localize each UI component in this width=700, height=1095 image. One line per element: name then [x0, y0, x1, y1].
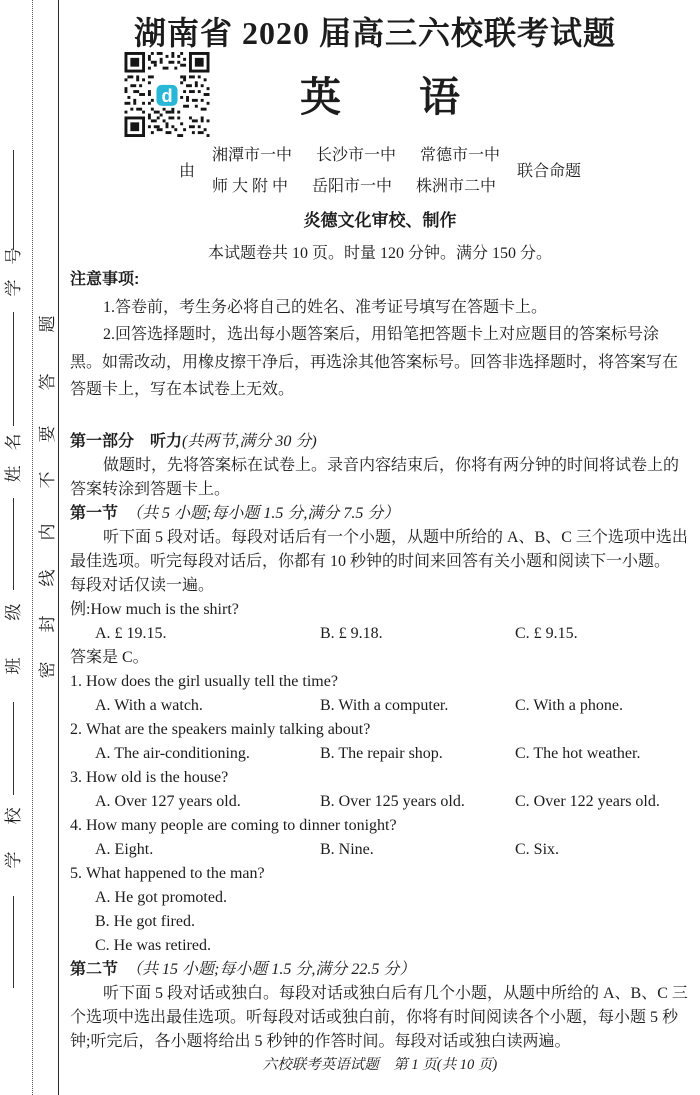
school-name: 师 大 附 中 [211, 178, 288, 195]
subject-char: 英 [300, 74, 341, 120]
section2-intro-line: 听下面 5 段对话或独白。每段对话或独白后有几个小题，从题中所给的 A、B、C 三 [103, 984, 688, 1002]
producer-line: 炎德文化审校、制作 [303, 211, 457, 230]
subject-title [70, 64, 690, 123]
school-name: 长沙市一中 [315, 147, 396, 164]
school-name: 岳阳市一中 [311, 178, 392, 195]
option-c: C. With a phone. [515, 696, 623, 714]
student-id-blank-line [13, 150, 14, 250]
option-c: C. The hot weather. [515, 744, 641, 762]
question-text [70, 670, 692, 694]
class-field-char: 级 [4, 603, 23, 621]
option-a: A. Eight. [95, 840, 154, 858]
part1-intro-line: 做题时，先将答案标在试卷上。录音内容结束后，你将有两分钟的时间将试卷上的 [103, 456, 680, 474]
seal-notice-char: 线 [38, 569, 57, 587]
question-text [70, 718, 692, 742]
option-c: C. £ 9.15. [515, 624, 578, 642]
section1-heading-score: （共 5 小题;每小题 1.5 分,满分 7.5 分） [134, 504, 400, 522]
question-text [70, 862, 692, 886]
option-c: C. Six. [515, 840, 560, 858]
student-id-field-char: 学 [4, 279, 23, 297]
question-text [70, 814, 692, 838]
jointly-suffix: 联合命题 [517, 162, 582, 180]
question-number: 1. [70, 672, 82, 690]
school-blank-line [13, 702, 14, 795]
schools-row-2 [212, 173, 500, 196]
example-question [70, 598, 692, 622]
notice-line: 黑。如需改动，用橡皮擦干净后，再选涂其他答案标号。回答非选择题时，将答案写在 [70, 353, 679, 371]
trailing-blank-line [13, 896, 14, 988]
section2-heading-title: 第二节 [70, 960, 119, 978]
paper-body [70, 266, 692, 1054]
question-number: 5. [70, 864, 82, 882]
question-body: How many people are coming to dinner tonight? [86, 816, 397, 834]
seal-notice-char: 答 [38, 373, 57, 391]
question-number: 4. [70, 816, 82, 834]
option-b: B. Over 125 years old. [320, 792, 465, 810]
question-options [70, 838, 692, 862]
section1-heading [70, 502, 692, 526]
seal-notice-char: 封 [38, 615, 57, 633]
option-c: C. Over 122 years old. [515, 792, 660, 810]
part1-heading-title: 第一部分 听力 [70, 432, 183, 450]
notice-line: 2.回答选择题时，选出每小题答案后，用铅笔把答题卡上对应题目的答案标号涂 [103, 326, 660, 343]
name-field-char: 姓 [4, 465, 23, 483]
option-b: B. Nine. [320, 840, 374, 858]
seal-notice-char: 密 [38, 661, 57, 679]
school-field-char: 学 [4, 851, 23, 869]
class-blank-line [13, 498, 14, 590]
name-field-char: 名 [4, 433, 23, 451]
paper-info-line: 本试题卷共 10 页。时量 120 分钟。满分 150 分。 [207, 245, 552, 262]
seal-notice-char: 题 [38, 315, 57, 333]
example-answer-note: 答案是 C。 [70, 648, 149, 666]
question-text [70, 766, 692, 790]
seal-solid-border [58, 0, 59, 1095]
part1-heading [70, 430, 692, 454]
section2-heading [70, 958, 692, 982]
section1-intro-line: 听下面 5 段对话。每段对话后有一个小题，从题中所给的 A、B、C 三个选项中选出 [103, 528, 688, 546]
section2-heading-score: （共 15 小题;每小题 1.5 分,满分 22.5 分） [134, 960, 416, 978]
schools-block [70, 142, 690, 196]
class-field-char: 班 [4, 657, 23, 675]
option-a: A. Over 127 years old. [95, 792, 241, 810]
option-b: B. He got fired. [95, 912, 195, 930]
question-number: 3. [70, 768, 82, 786]
student-id-field-char: 号 [4, 247, 23, 265]
question-options [70, 790, 692, 814]
subject-char: 语 [419, 74, 460, 120]
school-field-char: 校 [4, 807, 23, 825]
jointly-prefix: 由 [178, 162, 195, 180]
section1-intro-line: 每段对话仅读一遍。 [70, 576, 215, 594]
page-title: 湖南省 2020 届高三六校联考试题 [133, 15, 616, 51]
example-prefix: 例: [70, 600, 91, 618]
seal-notice-char: 要 [38, 425, 57, 443]
option-b: B. With a computer. [320, 696, 449, 714]
part1-intro-line: 答案转涂到答题卡上。 [70, 480, 231, 498]
footer-page-info: 六校联考英语试题 第 1 页(共 10 页) [262, 1057, 498, 1073]
question-body: What happened to the man? [86, 864, 265, 882]
example-question-text: How much is the shirt? [90, 600, 239, 618]
section1-heading-title: 第一节 [70, 504, 119, 522]
example-options [70, 622, 692, 646]
notice-line: 答题卡上，写在本试卷上无效。 [70, 381, 295, 398]
section2-intro-line: 钟;听完后，各小题将给出 5 秒钟的作答时间。每段对话或独白读两遍。 [70, 1032, 571, 1050]
part1-heading-score: (共两节,满分 30 分) [182, 432, 317, 450]
question-body: How old is the house? [86, 768, 229, 786]
option-b: B. £ 9.18. [320, 624, 383, 642]
seal-dotted-line [32, 0, 33, 1095]
notice-heading: 注意事项: [70, 271, 140, 288]
question-body: How does the girl usually tell the time? [86, 672, 338, 690]
seal-notice-char: 内 [38, 523, 57, 541]
option-a: A. The air-conditioning. [95, 744, 250, 762]
notice-line: 1.答卷前，考生务必将自己的姓名、准考证号填写在答题卡上。 [103, 298, 548, 316]
option-a: A. He got promoted. [95, 888, 227, 906]
section2-intro-line: 个选项中选出最佳选项。听每段对话或独白前，你将有时间阅读各个小题，每小题 5 秒 [70, 1008, 679, 1026]
svg-text:d: d [161, 86, 173, 107]
option-a: A. £ 19.15. [95, 624, 167, 642]
name-blank-line [13, 312, 14, 426]
option-a: A. With a watch. [95, 696, 203, 714]
question-body: What are the speakers mainly talking about? [86, 720, 371, 738]
option-c: C. He was retired. [95, 936, 211, 954]
question-number: 2. [70, 720, 82, 738]
section1-intro-line: 最佳选项。听完每段对话后，你都有 10 秒钟的时间来回答有关小题和阅读下一小题。 [70, 552, 671, 570]
option-b: B. The repair shop. [320, 744, 443, 762]
question-options [70, 742, 692, 766]
seal-notice-char: 不 [38, 471, 57, 489]
question-options [70, 694, 692, 718]
school-name: 湘潭市一中 [211, 147, 292, 164]
school-name: 常德市一中 [420, 147, 501, 164]
school-name: 株洲市二中 [416, 178, 497, 195]
schools-row-1 [212, 142, 500, 165]
